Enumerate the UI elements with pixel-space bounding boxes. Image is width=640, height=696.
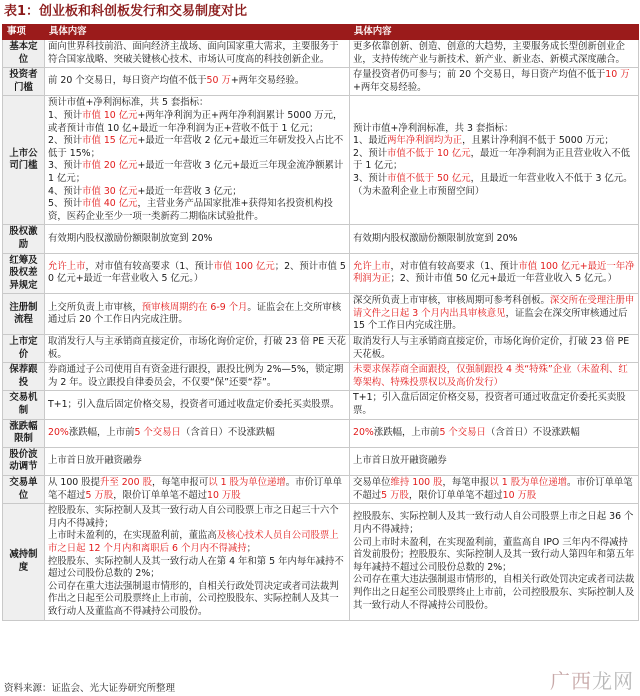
cell-text: 深交所负责上市审核，审核周期可参考科创板。 [353, 295, 550, 307]
table-row [3, 363, 639, 391]
cell-content-left [45, 363, 350, 391]
cell-text: 有效期内股权激励份额限制放宽到 20% [48, 232, 213, 244]
cell-content-right [350, 96, 639, 225]
cell-text: +最近一年营收 3 亿元+最近三年现金流净额累计 1 亿元； [48, 160, 344, 184]
cell-paragraph [48, 160, 346, 185]
table-row [3, 447, 639, 475]
cell-text: +最近一年营收 3 亿元； [137, 185, 242, 197]
cell-paragraph [48, 336, 346, 361]
cell-text: 涨跌幅，上市前 [68, 426, 135, 438]
cell-text: 交易单位 [353, 477, 391, 488]
cell-text: ，且累计净利润不低于 5000 万元； [462, 135, 614, 147]
cell-paragraph [353, 455, 635, 468]
cell-content-right [350, 68, 639, 96]
cell-paragraph [48, 364, 346, 389]
row-item-label: 基本定位 [3, 40, 45, 68]
cell-text: 券商通过子公司使用自有资金进行跟投，跟投比例为 2%—5%，锁定期为 2 年。设立跟投自律委员会，不仅要“保”还要“荐”。 [48, 364, 344, 388]
cell-text: T+1；引入盘后固定价格交易，投资者可通过收盘定价委托买卖股票。 [48, 398, 340, 410]
cell-text: 预计市值+净利润标准，共 3 套指标： [353, 122, 514, 134]
highlight-text: 市值 20 亿元 [82, 160, 138, 172]
cell-paragraph [48, 427, 346, 440]
highlight-text: 未要求保荐商全面跟投，仅强制跟投 4 类“特殊”企业（未盈利、红筹架构、特殊投票权以及高价发行） [353, 364, 628, 388]
row-item-label: 投资者门槛 [3, 68, 45, 96]
table-row [3, 225, 639, 253]
cell-text: 2、预计 [353, 147, 388, 159]
cell-text: 面向世界科技前沿、面向经济主战场、面向国家重大需求，主要服务于符合国家战略、突破关键核心技术、市场认可度高的科技创新企业。 [48, 41, 339, 65]
highlight-text: 5 个交易日 [134, 426, 181, 438]
cell-paragraph [48, 233, 346, 246]
cell-text: 上交所负责上市审核， [48, 301, 142, 313]
cell-paragraph [353, 477, 635, 502]
cell-text: 3、预计 [48, 160, 83, 172]
highlight-text: 升至 200 股 [99, 477, 152, 488]
cell-text: 公司上市时未盈利，在实现盈利前，董监高自 IPO 三年内不得减持首发前股份；控股股东、实际控制人及其一致行动人第四年和第五年每年减持不超过公司股份总数的 2%； [353, 536, 635, 573]
cell-paragraph [353, 123, 635, 136]
highlight-text: 深交所在受理注册申请文件之日起 3 个月内出具审核意见 [353, 295, 635, 319]
row-item-label: 减持制度 [3, 504, 45, 620]
highlight-text: 10 万股 [206, 489, 241, 501]
cell-paragraph [353, 392, 635, 417]
cell-paragraph [48, 477, 346, 502]
cell-text: T+1；引入盘后固定价格交易，投资者可通过收盘定价委托买卖股票。 [353, 392, 626, 417]
table-header [3, 25, 639, 40]
cell-paragraph [48, 110, 346, 135]
watermark-part-1: 广西 [550, 669, 592, 693]
cell-text: 上市时未盈利的，在实现盈利前，董监高 [48, 530, 217, 542]
cell-paragraph [353, 233, 635, 246]
cell-content-right [350, 40, 639, 68]
cell-paragraph [353, 41, 635, 66]
cell-text: 取消发行人与主承销商直接定价，市场化询价定价，打破 23 倍 PE 天花板。 [353, 336, 630, 360]
cell-paragraph [48, 75, 346, 88]
cell-paragraph [353, 427, 635, 440]
cell-text: 存量投资者仍可参与；前 20 个交易日，每日资产均值不低于 [353, 69, 606, 81]
highlight-text: 20% [48, 426, 69, 438]
cell-paragraph [353, 135, 635, 148]
cell-text: ，限价订单单笔不超过 [113, 489, 207, 501]
cell-text: （含首日）不设涨跌幅 [180, 426, 275, 438]
highlight-text: 市值 100 亿元+最近一年净利润为正 [353, 260, 635, 285]
highlight-text: 50 万 [206, 75, 231, 87]
cell-text: 有效期内股权激励份额限制放宽到 20% [353, 232, 518, 244]
cell-text: 上市首日放开融资融券 [353, 455, 447, 467]
table-row [3, 476, 639, 504]
cell-content-left [45, 335, 350, 363]
header-row [3, 25, 639, 40]
cell-text: 5、预计 [48, 198, 83, 210]
cell-text: 2、预计 [48, 135, 83, 147]
cell-content-left [45, 40, 350, 68]
cell-content-right [350, 504, 639, 620]
cell-text: 上市首日放开融资融券 [48, 455, 142, 467]
row-item-label: 股权激励 [3, 225, 45, 253]
cell-text: 公司存在重大违法强制退市情形的，自相关行政处罚决定或者司法裁判作出之日起至公司股票终止上市前，公司控股股东、实际控制人及其一致行动人及董监高不得减持公司股份。 [48, 580, 339, 617]
cell-paragraph [48, 455, 346, 468]
cell-text: 4、预计 [48, 185, 83, 197]
cell-text: 前 20 个交易日，每日资产均值不低于 [48, 75, 207, 87]
cell-paragraph [48, 261, 346, 286]
cell-text: 3、预计 [353, 172, 388, 184]
row-item-label: 上市定价 [3, 335, 45, 363]
cell-text: 取消发行人与主承销商直接定价，市场化询价定价，打破 23 倍 PE 天花板。 [48, 336, 346, 360]
comparison-table [2, 24, 639, 621]
highlight-text: 以 1 股为单位递增 [208, 477, 286, 488]
cell-paragraph [48, 135, 346, 160]
highlight-text: 10 万 [605, 69, 630, 81]
cell-text: 。证监会在上交所审核通过后 20 个工作日内完成注册。 [48, 301, 342, 326]
cell-text: +两年交易经验。 [353, 81, 427, 93]
row-item-label: 保荐跟投 [3, 363, 45, 391]
cell-content-left [45, 476, 350, 504]
cell-content-right [350, 253, 639, 294]
highlight-text: 5 万股 [381, 489, 409, 501]
cell-content-right [350, 476, 639, 504]
row-item-label: 交易机制 [3, 391, 45, 419]
cell-content-left [45, 391, 350, 419]
cell-text: ； [246, 542, 256, 554]
highlight-text: 20% [353, 426, 374, 438]
cell-paragraph [353, 295, 635, 333]
row-item-label: 股价波动调节 [3, 447, 45, 475]
cell-content-left [45, 253, 350, 294]
table-row [3, 335, 639, 363]
cell-text: +两年交易经验。 [230, 75, 305, 87]
cell-text: 预计市值+净利润标准，共 5 套指标： [48, 97, 209, 109]
cell-text: ，每笔申报 [442, 477, 490, 488]
row-item-label: 上市公司门槛 [3, 96, 45, 225]
header-content-right: 具体内容 [350, 25, 639, 40]
table-row [3, 96, 639, 225]
cell-paragraph [353, 148, 635, 173]
cell-text: 。市价订单单笔不超过 [48, 477, 343, 501]
highlight-text: 市值 40 亿元 [82, 198, 138, 210]
cell-content-right [350, 225, 639, 253]
cell-text: 涨跌幅，上市前 [373, 426, 440, 438]
table-row [3, 40, 639, 68]
cell-paragraph [353, 364, 635, 389]
cell-text: 从 100 股提 [48, 477, 100, 488]
cell-paragraph [48, 530, 346, 555]
cell-paragraph [353, 511, 635, 536]
cell-content-left [45, 419, 350, 447]
cell-text: ，对市值有较高要求（1、预计 [85, 260, 214, 272]
table-row [3, 253, 639, 294]
cell-text: ，最近一年净利润为正且营业收入不低于 1 亿元； [353, 147, 630, 172]
cell-text: 更多依靠创新、创造、创意的大趋势，主要服务成长型创新创业企业，支持传统产业与新技术、新产业、新业态、新模式深度融合。 [353, 41, 625, 65]
highlight-text: 两年净利润均为正 [387, 135, 463, 147]
cell-content-left [45, 225, 350, 253]
table-row [3, 68, 639, 96]
cell-paragraph [48, 186, 346, 199]
highlight-text: 10 万股 [502, 489, 537, 501]
highlight-text: 市值不低于 10 亿元 [387, 147, 471, 159]
cell-content-left [45, 96, 350, 225]
highlight-text: 及核心技术人员自公司股票上市之日起 12 个月内和离职后 6 个月内不得减持 [48, 530, 339, 554]
cell-paragraph [48, 41, 346, 66]
cell-paragraph [353, 261, 635, 286]
cell-content-left [45, 294, 350, 335]
cell-text: ，主营业务产品国家批准+获得知名投资机构投资，医药企业至少一项一类新药二期临床试验批件。 [48, 198, 333, 222]
table-row [3, 294, 639, 335]
cell-content-left [45, 504, 350, 620]
highlight-text: 市值 10 亿元 [82, 109, 138, 121]
table-body [3, 40, 639, 621]
cell-content-right [350, 447, 639, 475]
row-item-label: 涨跌幅限制 [3, 419, 45, 447]
cell-text: 。市价订单单笔不超过 [353, 477, 633, 501]
cell-content-left [45, 68, 350, 96]
highlight-text: 允许上市 [48, 260, 86, 272]
highlight-text: 5 个交易日 [439, 426, 486, 438]
cell-paragraph [48, 97, 346, 110]
cell-text: ；2、预计市值 50 亿元+最近一年营业收入 5 亿元。） [390, 273, 617, 285]
table-title: 表1：创业板和科创板发行和交易制度对比 [4, 4, 248, 19]
table-row [3, 391, 639, 419]
cell-text: ，且最近一年营业收入不低于 3 亿元。（为未盈利企业上市预留空间） [353, 172, 633, 197]
cell-paragraph [353, 173, 635, 198]
cell-content-right [350, 419, 639, 447]
row-item-label: 红筹及股权差异规定 [3, 253, 45, 294]
watermark-part-2: 龙网 [592, 669, 634, 693]
header-content-left: 具体内容 [45, 25, 350, 40]
cell-paragraph [48, 505, 346, 530]
cell-paragraph [48, 399, 346, 412]
cell-paragraph [353, 537, 635, 575]
table-row [3, 419, 639, 447]
highlight-text: 以 1 股为单位递增 [489, 477, 567, 488]
table-row [3, 504, 639, 620]
cell-text: ，证监会在深交所审核通过后 15 个工作日内完成注册。 [353, 307, 628, 332]
cell-text: 1、最近 [353, 135, 388, 147]
highlight-text: 5 万股 [85, 489, 114, 501]
cell-text: 控股股东、实际控制人及其一致行动人在第 4 年和第 5 年内每年减持不超过公司股份总数的 2%； [48, 555, 344, 580]
cell-text: 公司存在重大违法强制退市情形的，自相关行政处罚决定或者司法裁判作出之日起至公司股票终止上市前，公司控股股东、实际控制人及其一致行动人不得减持公司股份。 [353, 574, 635, 611]
cell-content-right [350, 335, 639, 363]
cell-paragraph [48, 556, 346, 581]
cell-paragraph [353, 336, 635, 361]
cell-text: 控股股东、实际控制人及其一致行动人自公司股票上市之日起 36 个月内不得减持； [353, 511, 634, 536]
cell-content-right [350, 363, 639, 391]
highlight-text: 市值 100 亿元 [213, 260, 275, 272]
cell-text: 控股股东、实际控制人及其一致行动人自公司股票上市之日起三十六个月内不得减持； [48, 505, 339, 529]
cell-paragraph [48, 581, 346, 619]
header-item: 事项 [3, 25, 45, 40]
cell-content-left [45, 447, 350, 475]
highlight-text: 允许上市 [353, 260, 391, 272]
cell-text: ；2、预计市值 50 亿元+最近一年营业收入 5 亿元。） [48, 260, 346, 285]
highlight-text: 市值 30 亿元 [82, 185, 138, 197]
cell-paragraph [48, 198, 346, 223]
cell-paragraph [48, 302, 346, 327]
cell-content-right [350, 391, 639, 419]
cell-content-right [350, 294, 639, 335]
cell-text: +最近一年营收 2 亿元+最近三年研发投入占比不低于 15%； [48, 135, 344, 159]
cell-text: ，对市值有较高要求（1、预计 [390, 260, 519, 272]
cell-paragraph [353, 574, 635, 612]
highlight-text: 市值 15 亿元 [82, 135, 138, 147]
source-note: 资料来源：证监会、光大证券研究所整理 [4, 683, 176, 694]
row-item-label: 交易单位 [3, 476, 45, 504]
cell-text: （含首日）不设涨跌幅 [485, 426, 580, 438]
cell-text: ，每笔申报可 [151, 477, 209, 488]
cell-paragraph [353, 69, 635, 94]
cell-text: ，限价订单单笔不超过 [408, 489, 503, 501]
row-item-label: 注册制流程 [3, 294, 45, 335]
highlight-text: 预审核周期约在 6-9 个月 [141, 301, 248, 313]
cell-text: +两年净利润为正+两年净利润累计 5000 万元，或者预计市值 10 亿+最近一年净利润为正+营收不低于 1 亿元； [48, 109, 343, 134]
highlight-text: 市值不低于 50 亿元 [387, 172, 471, 184]
watermark-logo [550, 665, 634, 694]
cell-text: 1、预计 [48, 109, 83, 121]
highlight-text: 维持 100 股 [390, 477, 443, 488]
